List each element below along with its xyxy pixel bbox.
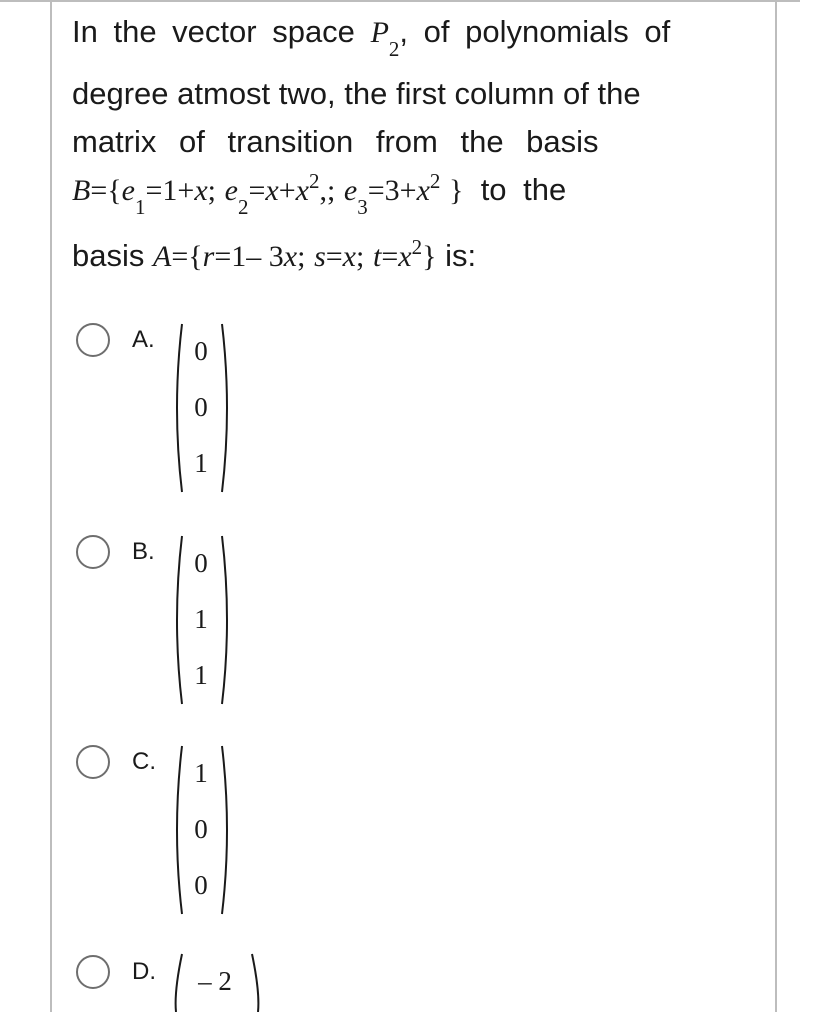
right-paren [220,744,234,916]
question-line-1: In the vector space $P_2$, of polynomials of [72,14,671,61]
matrix-cell: 1 [194,604,208,634]
radio-button-d[interactable] [76,955,110,989]
option-d-label: D. [132,958,156,985]
basis-B-line: $B=\{e_1=1+x$; $e_2=x+x^2$,; $e_3=3+x^2$ } to the [72,169,567,219]
matrix-cell: 0 [194,870,208,900]
matrix-cell: 0 [194,336,208,366]
radio-button-a[interactable] [76,323,110,357]
option-b-label: B. [132,538,155,565]
frame-right-border [775,0,777,1012]
option-a-matrix [170,322,236,494]
option-c-matrix [170,744,236,916]
symbol-P: P [370,16,389,49]
right-paren [220,322,234,494]
matrix-cell: – 2 [198,966,232,996]
right-paren [220,534,234,706]
option-d-matrix [170,952,266,1012]
option-a-label: A. [132,326,155,353]
question-line-2: degree atmost two, the first column of the [72,76,641,111]
matrix-cell: 0 [194,548,208,578]
matrix-cell: 0 [194,814,208,844]
radio-button-b[interactable] [76,535,110,569]
basis-A-line: basis A={r=1– 3x; s=x; $t=x^2$} is: [72,235,477,273]
matrix-cell: 1 [194,448,208,478]
matrix-cell: 1 [194,758,208,788]
option-c-label: C. [132,748,156,775]
left-paren [170,952,184,1012]
option-b-matrix [170,534,236,706]
right-paren [250,952,264,1012]
radio-button-c[interactable] [76,745,110,779]
matrix-cell: 0 [194,392,208,422]
matrix-cell: 1 [194,660,208,690]
question-line-3: matrix of transition from the basis [72,124,599,159]
frame-left-border [50,0,52,1012]
frame-top-border [0,0,800,2]
